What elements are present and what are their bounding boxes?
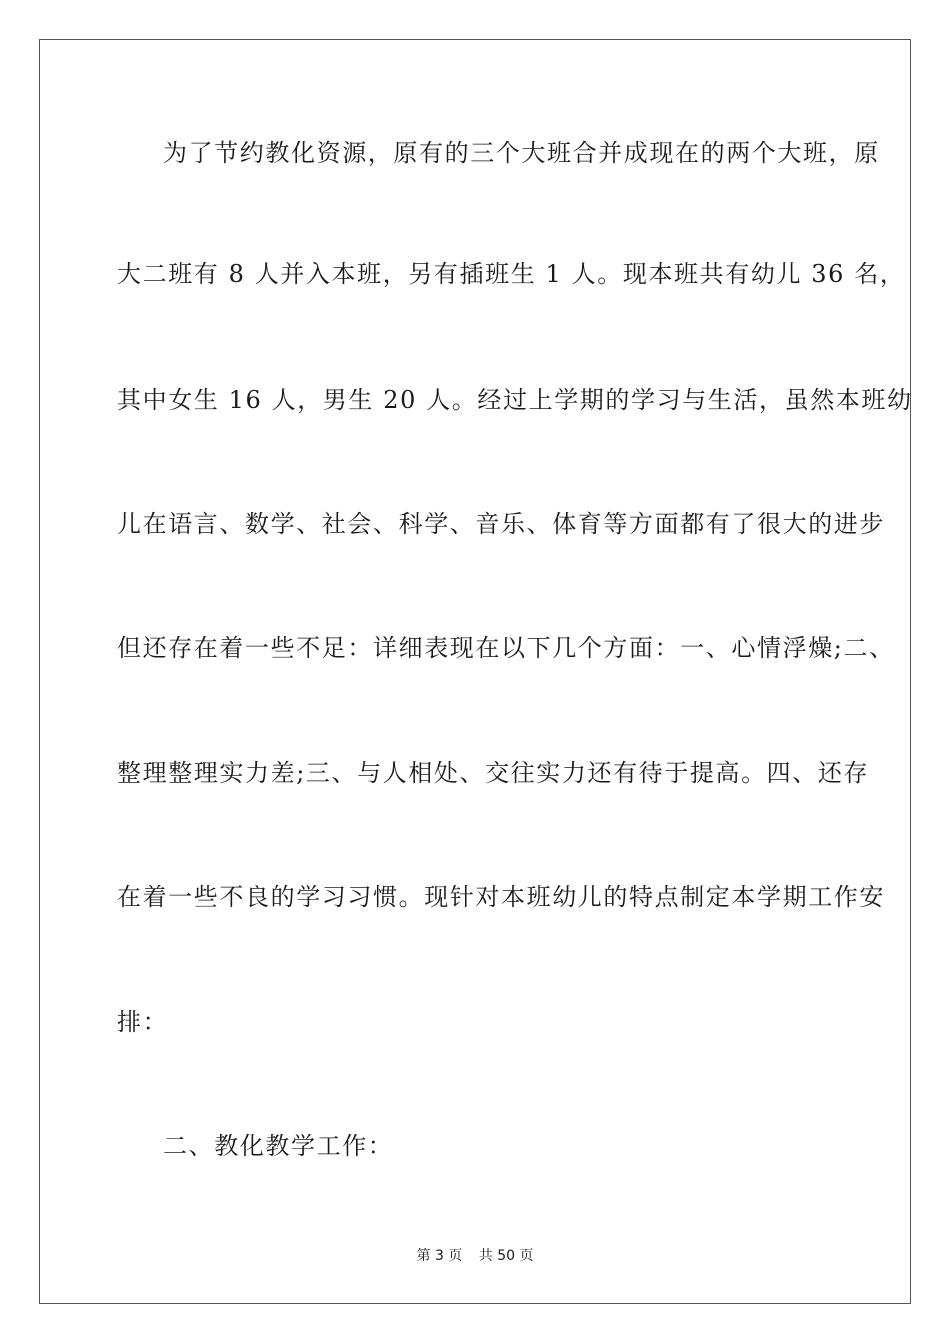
paragraph-line: 大二班有 8 人并入本班，另有插班生 1 人。现本班共有幼儿 36 名， [117, 260, 906, 288]
paragraph-line: 为了节约教化资源，原有的三个大班合并成现在的两个大班，原 [163, 139, 880, 167]
page-footer [0, 1247, 950, 1265]
page-frame [39, 39, 911, 1304]
paragraph-line: 在着一些不良的学习习惯。现针对本班幼儿的特点制定本学期工作安 [117, 883, 885, 911]
paragraph-line: 儿在语言、数学、社会、科学、音乐、体育等方面都有了很大的进步 [117, 510, 885, 538]
section-heading: 二、教化教学工作： [163, 1132, 394, 1160]
page-total: 共 50 页 [478, 1248, 534, 1264]
paragraph-line: 排： [117, 1008, 169, 1036]
paragraph-line: 但还存在着一些不足：详细表现在以下几个方面：一、心情浮燥;二、 [117, 634, 895, 662]
page-number: 第 3 页 [416, 1248, 463, 1264]
paragraph-line: 整理整理实力差;三、与人相处、交往实力还有待于提高。四、还存 [117, 759, 870, 787]
paragraph-line: 其中女生 16 人，男生 20 人。经过上学期的学习与生活，虽然本班幼 [117, 386, 913, 414]
